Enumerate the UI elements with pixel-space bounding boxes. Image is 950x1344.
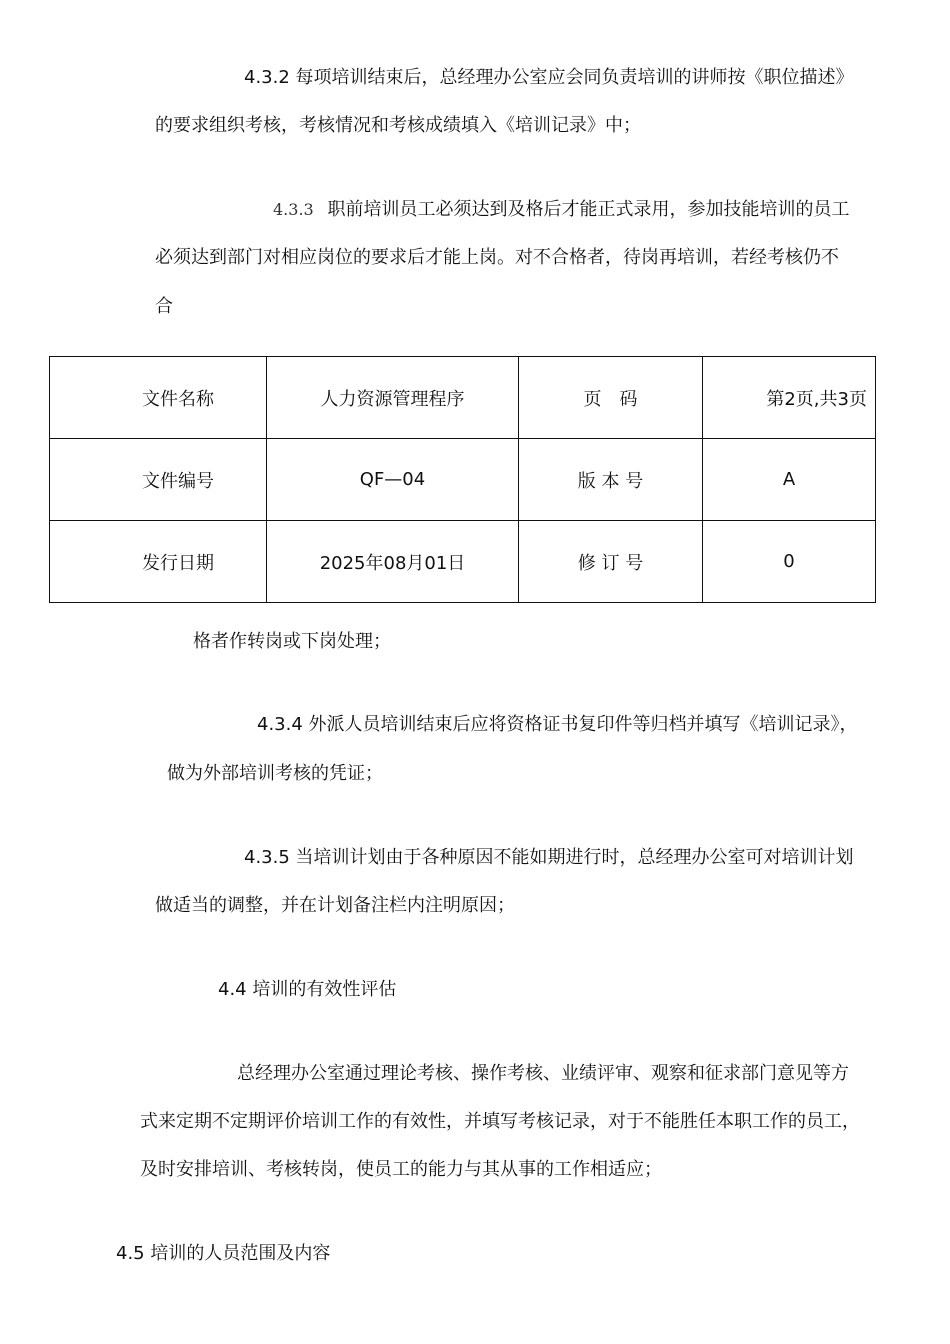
para-4-4-line2: 式来定期不定期评价培训工作的有效性，并填写考核记录，对于不能胜任本职工作的员工， bbox=[140, 1111, 860, 1132]
table-cell: 文件名称 bbox=[50, 357, 267, 439]
para-4-3-3-line3: 合 bbox=[155, 296, 173, 317]
table-cell: 0 bbox=[703, 521, 876, 603]
para-4-3-3-line2: 必须达到部门对相应岗位的要求后才能上岗。对不合格者，待岗再培训，若经考核仍不 bbox=[155, 247, 839, 268]
table-cell: QF—04 bbox=[267, 439, 519, 521]
table-cell: 发行日期 bbox=[50, 521, 267, 603]
para-4-3-3-line1-text: 职前培训员工必须达到及格后才能正式录用，参加技能培训的员工 bbox=[327, 199, 850, 220]
table-cell: 人力资源管理程序 bbox=[267, 357, 519, 439]
table-row bbox=[50, 521, 876, 603]
para-4-4-line1: 总经理办公室通过理论考核、操作考核、业绩评审、观察和征求部门意见等方 bbox=[237, 1063, 849, 1084]
table-cell: 页 码 bbox=[519, 357, 703, 439]
table-cell: 2025年08月01日 bbox=[267, 521, 519, 603]
para-4-3-4-line1: 4.3.4 外派人员培训结束后应将资格证书复印件等归档并填写《培训记录》， bbox=[257, 714, 858, 735]
table-row bbox=[50, 439, 876, 521]
para-4-3-3-line1 bbox=[273, 198, 849, 222]
para-4-4-line3: 及时安排培训、考核转岗，使员工的能力与其从事的工作相适应； bbox=[140, 1159, 662, 1180]
para-4-3-2-line2: 的要求组织考核，考核情况和考核成绩填入《培训记录》中； bbox=[155, 115, 641, 136]
section-heading-4-4: 4.4 培训的有效性评估 bbox=[218, 979, 397, 1000]
section-heading-4-5: 4.5 培训的人员范围及内容 bbox=[116, 1243, 331, 1264]
table-cell: 修 订 号 bbox=[519, 521, 703, 603]
para-4-3-5-line1: 4.3.5 当培训计划由于各种原因不能如期进行时，总经理办公室可对培训计划 bbox=[244, 847, 854, 868]
para-4-3-3-number: 4.3.3 bbox=[273, 200, 314, 219]
continuation-text: 格者作转岗或下岗处理； bbox=[193, 631, 391, 652]
document-info-table bbox=[49, 356, 876, 603]
para-4-3-4-line2: 做为外部培训考核的凭证； bbox=[167, 763, 383, 784]
table-cell: A bbox=[703, 439, 876, 521]
para-4-3-2-line1: 4.3.2 每项培训结束后，总经理办公室应会同负责培训的讲师按《职位描述》 bbox=[244, 67, 854, 88]
table-row bbox=[50, 357, 876, 439]
table-cell: 第2页,共3页 bbox=[703, 357, 876, 439]
para-4-3-5-line2: 做适当的调整，并在计划备注栏内注明原因； bbox=[155, 895, 515, 916]
table-cell: 版 本 号 bbox=[519, 439, 703, 521]
table-cell: 文件编号 bbox=[50, 439, 267, 521]
